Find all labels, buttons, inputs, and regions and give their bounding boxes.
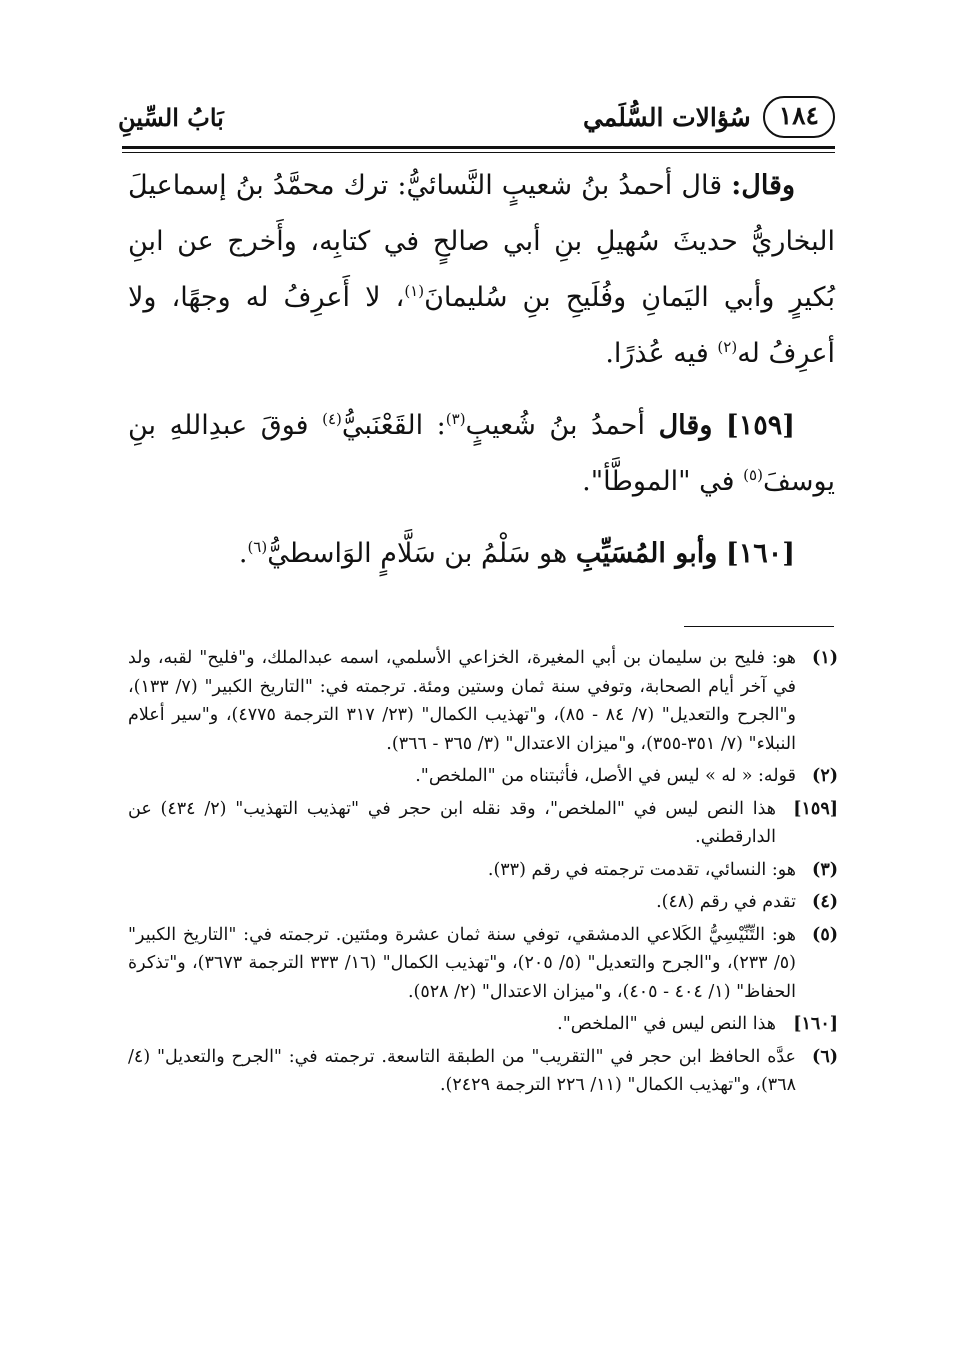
- footnote-160: [128, 1010, 838, 1039]
- paragraph-1-lead: وقال:: [731, 170, 795, 201]
- paragraph-1: [128, 158, 835, 382]
- paragraph-159-text-a: أحمدُ بنُ شُعيبٍ: [465, 410, 659, 441]
- footnote-number: [١٥٩]: [793, 798, 838, 819]
- book-title: سُؤالات السُّلَمي: [582, 102, 751, 132]
- footnotes: [128, 644, 838, 1104]
- footnote-number: (٥): [812, 924, 838, 945]
- footnote-3: [128, 856, 838, 885]
- page-header: [118, 92, 835, 142]
- footnote-ref-6: (٦): [247, 538, 268, 556]
- footnote-text: قوله: « له » ليس في الأصل، فأثبتناه من "الملخص".: [415, 766, 796, 786]
- footnote-text: هو: فليح بن سليمان بن أبي المغيرة، الخزاعي الأسلمي، اسمه عبدالملك، و"فليح" لقبه، ولد في آخر أيام الصحابة، وتوفي سنة ثمان وستين ومئة. ترجمته في: "التاريخ الكبير" (٧/ ١٣٣)، و"الجرح والتعديل" (٧/ ٨٤ - ٨٥)، و"تهذيب الكمال" (٢٣/ ٣١٧ الترجمة ٤٧٧٥)، و"سير أعلام النبلاء" (٧/ ٣٥١-٣٥٥)، و"ميزان الاعتدال" (٣/ ٣٦٥ - ٣٦٦).: [128, 648, 796, 754]
- paragraph-159-number: [١٥٩]: [725, 410, 795, 441]
- header-rule-thin: [122, 152, 835, 153]
- paragraph-1-text-a: قال أحمدُ بنُ شعيبٍ النَّسائيُّ: ترك محمَّدُ بنُ إسماعيلَ البخاريُّ حديثَ سُهيلِ بنِ أبي صالحٍ في كتابِه، وأَخرج عن ابنِ بُكيرٍ وأبي اليَمانِ وفُلَيحِ بنِ سُليمانَ: [128, 170, 835, 313]
- paragraph-1-text-c: فيه عُذرًا.: [605, 338, 718, 369]
- paragraph-159: [128, 398, 835, 510]
- footnote-5: [128, 921, 838, 1007]
- footnote-text: تقدم في رقم (٤٨).: [656, 892, 796, 912]
- footnote-number: [١٦٠]: [793, 1014, 838, 1034]
- footnote-number: (٦): [812, 1046, 838, 1067]
- footnote-separator: [684, 626, 834, 627]
- footnote-2: [128, 762, 838, 791]
- paragraph-160-number: [١٦٠]: [725, 538, 795, 569]
- paragraph-1-text-b: ، لا أَعرِفُ له وجهًا، ولا أعرِفُ له: [128, 282, 835, 369]
- paragraph-160-text-a: هو سَلْمُ بن سَلَّامٍ الوَاسطيُّ: [267, 538, 576, 569]
- footnote-6: [128, 1043, 838, 1100]
- paragraph-159-text-d: في "الموطَّأ".: [582, 466, 744, 497]
- paragraph-159-lead: وقال: [658, 410, 713, 441]
- footnote-ref-5: (٥): [743, 466, 763, 484]
- footnote-159: [128, 795, 838, 852]
- footnote-ref-3: (٣): [445, 410, 466, 428]
- header-rule-thick: [122, 146, 835, 149]
- paragraph-159-text-c: فوقَ عبدِاللهِ بنِ يوسفَ: [128, 410, 835, 497]
- paragraph-160-lead: وأبو المُسَيِّبِ: [575, 538, 718, 569]
- paragraph-159-text-b: : القَعْنَبيُّ: [341, 410, 446, 441]
- page-number: ١٨٤: [763, 96, 835, 138]
- footnote-ref-2: (٢): [717, 338, 738, 356]
- footnote-text: هو: التِّنِّيْسِيُّ الكَلاعي الدمشقي، توفي سنة ثمان عشرة ومئتين. ترجمته في: "التاريخ الكبير" (٥/ ٢٣٣)، و"الجرح والتعديل" (٥/ ٢٠٥)، و"تهذيب الكمال" (١٦/ ٣٣٣ الترجمة ٣٦٧٣)، و"تذكرة الحفاظ" (١/ ٤٠٤ - ٤٠٥)، و"ميزان الاعتدال" (٢/ ٥٢٨).: [128, 924, 796, 1002]
- paragraph-160-text-b: .: [238, 538, 248, 569]
- footnote-number: (١): [812, 648, 838, 668]
- footnote-4: [128, 888, 838, 917]
- footnote-text: هو: النسائي، تقدمت ترجمته في رقم (٣٣).: [487, 859, 796, 880]
- paragraph-160: [128, 526, 835, 582]
- footnote-text: عدَّه الحافظ ابن حجر في "التقريب" من الطبقة التاسعة. ترجمته في: "الجرح والتعديل" (٤/ ٣٦٨)، و"تهذيب الكمال" (١١/ ٢٢٦ الترجمة ٢٤٢٩).: [128, 1046, 796, 1095]
- footnote-1: [128, 644, 838, 758]
- footnote-number: (٣): [812, 859, 838, 880]
- footnote-ref-1: (١): [404, 282, 425, 300]
- footnote-text: هذا النص ليس في "الملخص".: [557, 1014, 776, 1034]
- main-text: [128, 158, 835, 582]
- footnote-number: (٤): [812, 892, 838, 912]
- footnote-number: (٢): [812, 766, 838, 786]
- chapter-title: بَابُ السِّينِ: [118, 102, 224, 132]
- footnote-text: هذا النص ليس في "الملخص"، وقد نقله ابن حجر في "تهذيب التهذيب" (٢/ ٤٣٤) عن الدارقطني.: [128, 798, 777, 847]
- header-right-group: [583, 96, 835, 138]
- footnote-ref-4: (٤): [322, 410, 342, 428]
